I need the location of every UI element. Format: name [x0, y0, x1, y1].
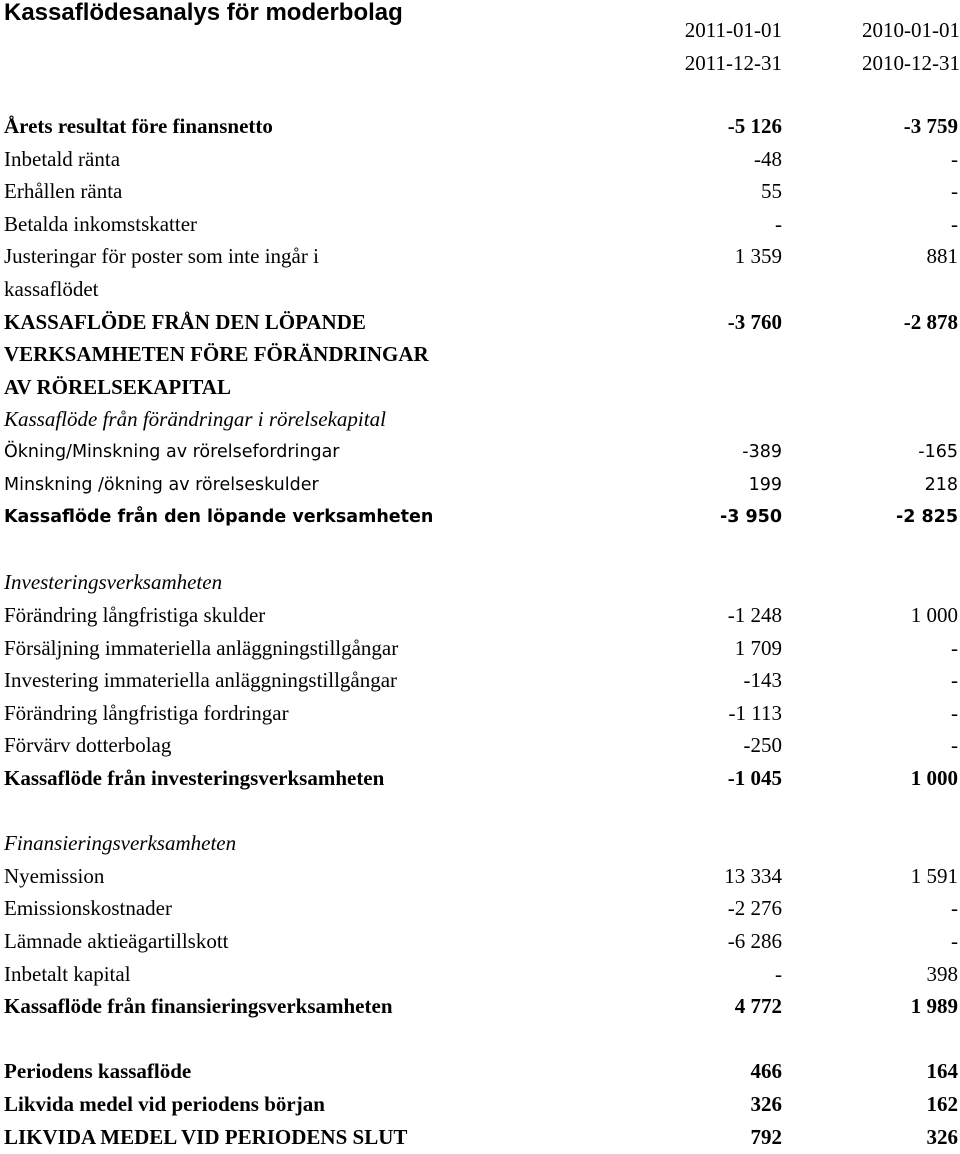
row-label: Ökning/Minskning av rörelsefordringar [4, 442, 340, 462]
value-2011: -1 113 [728, 700, 782, 725]
value-2011: -3 950 [719, 507, 782, 528]
row-label: Inbetalt kapital [4, 961, 131, 986]
row-label: Inbetald ränta [4, 146, 121, 171]
value-2011: -5 126 [727, 114, 782, 138]
row-label: Erhållen ränta [4, 179, 123, 204]
row-label: Lämnade aktieägartillskott [4, 929, 229, 953]
table-row [0, 1055, 960, 1088]
value-2011: -3 760 [727, 309, 782, 334]
value-2011: 4 772 [734, 994, 782, 1019]
value-2010: 162 [926, 1092, 958, 1116]
row-label: AV RÖRELSEKAPITAL [4, 374, 231, 399]
table-row [0, 306, 960, 339]
row-label: Försäljning immateriella anläggningstillgångar [4, 635, 399, 660]
page-title: Kassaflödesanalys för moderbolag [4, 0, 403, 26]
value-2011: -2 276 [727, 896, 782, 921]
value-2010: 1 591 [910, 863, 958, 888]
value-2010: - [951, 896, 958, 921]
table-row [0, 990, 960, 1023]
value-2010: - [951, 733, 958, 758]
period-end: 2010-12-31 [862, 51, 960, 75]
table-row [0, 469, 960, 502]
value-2010: 218 [924, 474, 958, 495]
row-label: Investering immateriella anläggningstillgångar [4, 668, 398, 693]
table-row [0, 501, 960, 534]
value-2010: 326 [926, 1124, 958, 1149]
value-2010: - [951, 668, 958, 693]
value-2010: 398 [926, 961, 958, 986]
table-row [0, 534, 960, 567]
table-row [0, 403, 960, 436]
period-start: 2011-01-01 [684, 18, 782, 42]
table-row [0, 925, 960, 958]
column-header-2011 [612, 14, 782, 80]
value-2011: -389 [742, 442, 782, 462]
table-row [0, 892, 960, 925]
table-row [0, 175, 960, 208]
value-2010: 1 000 [910, 766, 958, 790]
value-2011: 466 [750, 1059, 782, 1084]
row-label: Kassaflöde från investeringsverksamheten [4, 766, 385, 790]
period-end: 2011-12-31 [684, 51, 782, 75]
value-2010: 164 [926, 1059, 958, 1084]
value-2010: - [951, 929, 958, 953]
value-2011: 326 [750, 1092, 782, 1116]
row-label: Minskning /ökning av rörelseskulder [4, 474, 319, 495]
table-row [0, 762, 960, 795]
table-row [0, 436, 960, 469]
value-2011: 792 [750, 1124, 782, 1149]
value-2011: 199 [748, 474, 782, 495]
table-row [0, 827, 960, 860]
value-2010: -3 759 [903, 114, 958, 138]
value-2010: -2 878 [903, 309, 958, 334]
row-label: Periodens kassaflöde [4, 1059, 192, 1084]
value-2011: -48 [754, 146, 782, 171]
row-label: Finansieringsverksamheten [4, 831, 237, 856]
value-2011: -1 248 [727, 603, 782, 627]
value-2011: -143 [743, 668, 782, 693]
table-row [0, 795, 960, 828]
value-2010: 1 989 [910, 994, 958, 1019]
table-row [0, 697, 960, 730]
row-label: Förändring långfristiga fordringar [4, 700, 289, 725]
row-label: Investeringsverksamheten [4, 570, 223, 595]
table-row [0, 566, 960, 599]
table-row [0, 599, 960, 632]
table-row [0, 110, 960, 143]
value-2010: - [951, 700, 958, 725]
value-2011: -6 286 [727, 929, 782, 953]
row-label: Likvida medel vid periodens början [4, 1092, 325, 1116]
row-label: Betalda inkomstskatter [4, 211, 198, 236]
value-2010: 881 [926, 244, 958, 269]
row-label: Kassaflöde från den löpande verksamheten [4, 507, 434, 528]
table-row [0, 273, 960, 306]
value-2010: -165 [918, 442, 958, 462]
column-header-2010 [790, 14, 960, 80]
table-row [0, 240, 960, 273]
value-2011: 13 334 [724, 863, 782, 888]
table-row [0, 632, 960, 665]
row-label: Justeringar för poster som inte ingår i [4, 244, 319, 269]
row-label: KASSAFLÖDE FRÅN DEN LÖPANDE [4, 309, 366, 334]
value-2010: - [951, 635, 958, 660]
table-row [0, 1088, 960, 1121]
row-label: Förvärv dotterbolag [4, 733, 172, 758]
table-row [0, 860, 960, 893]
row-label: Förändring långfristiga skulder [4, 603, 266, 627]
row-label: Årets resultat före finansnetto [4, 114, 273, 138]
row-label: VERKSAMHETEN FÖRE FÖRÄNDRINGAR [4, 342, 429, 367]
value-2010: -2 825 [895, 507, 958, 528]
table-row [0, 664, 960, 697]
value-2011: - [775, 961, 782, 986]
value-2010: - [951, 146, 958, 171]
value-2010: - [951, 179, 958, 204]
table-row [0, 371, 960, 404]
value-2010: - [951, 211, 958, 236]
row-label: Kassaflöde från finansieringsverksamheten [4, 994, 393, 1019]
value-2011: 55 [761, 179, 782, 204]
value-2010: 1 000 [910, 603, 958, 627]
row-label: LIKVIDA MEDEL VID PERIODENS SLUT [4, 1124, 408, 1149]
table-row [0, 143, 960, 176]
table-row [0, 338, 960, 371]
row-label: Kassaflöde från förändringar i rörelsekapital [4, 407, 386, 432]
row-label: Emissionskostnader [4, 896, 172, 921]
table-row [0, 1023, 960, 1056]
table-row [0, 729, 960, 762]
table-row [0, 1121, 960, 1154]
value-2011: 1 709 [734, 635, 782, 660]
table-row [0, 208, 960, 241]
value-2011: -250 [743, 733, 782, 758]
table-row [0, 958, 960, 991]
row-label: Nyemission [4, 863, 105, 888]
row-label: kassaflödet [4, 277, 99, 301]
value-2011: -1 045 [727, 766, 782, 790]
value-2011: - [775, 211, 782, 236]
period-start: 2010-01-01 [862, 18, 960, 42]
value-2011: 1 359 [734, 244, 782, 269]
